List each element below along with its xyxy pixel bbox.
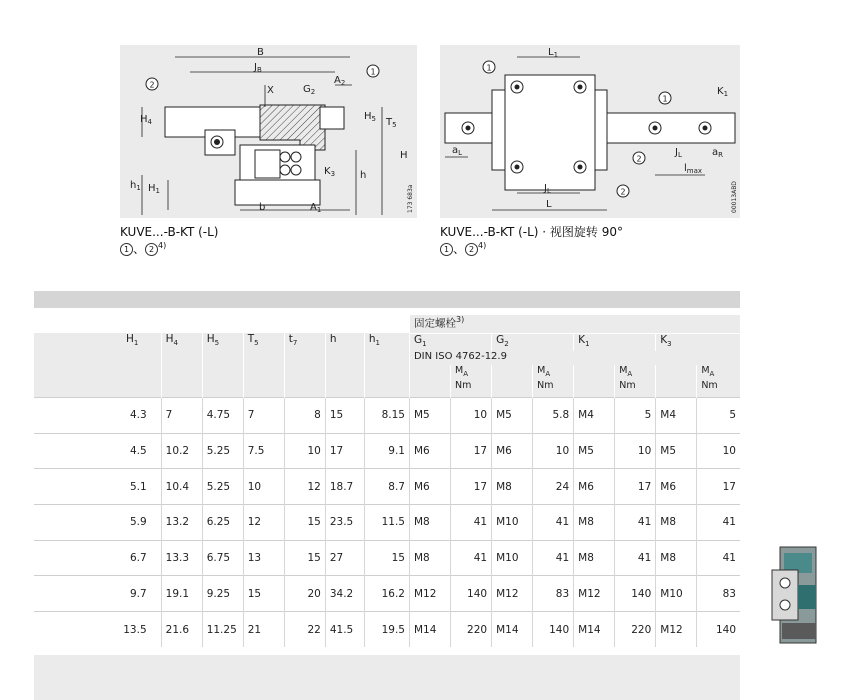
label-B: B — [257, 47, 264, 58]
table-cell: 41 — [615, 540, 656, 576]
col-K3: $K_3$ — [656, 333, 740, 351]
table-body — [34, 397, 740, 647]
carriage-section — [260, 105, 325, 150]
table-cell: M10 — [492, 540, 533, 576]
table-row — [34, 433, 740, 469]
label-lmax: $l_{max}$ — [684, 163, 703, 175]
col-K1: $K_1$ — [574, 333, 656, 351]
table-cell: M6 — [656, 469, 697, 505]
technical-drawing-front-view — [120, 45, 417, 218]
table-cell: M6 — [574, 469, 615, 505]
table-cell: 10 — [697, 433, 740, 469]
table-cell: 12 — [243, 504, 284, 540]
col-H1: $H_1$ — [126, 333, 139, 348]
table-cell: 34.2 — [325, 576, 364, 612]
callout-1b-label: 1 — [662, 94, 668, 104]
torque-header-K3: $M_A$ Nm — [697, 365, 740, 397]
table-row — [34, 540, 740, 576]
mount-block — [205, 130, 235, 155]
rail-hole-2-center — [653, 126, 658, 131]
table-cell: M10 — [492, 504, 533, 540]
table-group-header-row — [34, 315, 740, 333]
caption-left — [120, 225, 219, 256]
label-aL: $a_L$ — [452, 145, 463, 157]
table-cell: M6 — [492, 433, 533, 469]
table-cell: M12 — [656, 611, 697, 647]
col-G1: $G_1$ — [409, 333, 491, 351]
note-1-marker: 1 — [120, 243, 133, 256]
table-cell: 4.5 — [34, 433, 161, 469]
drawing-code: 173 683a — [407, 184, 414, 213]
table-cell: 19.1 — [161, 576, 202, 612]
end-cap — [320, 107, 344, 129]
torque-header-G1: $M_A$ Nm — [451, 365, 492, 397]
table-row — [34, 469, 740, 505]
table-cell: M8 — [409, 504, 450, 540]
table-cell: 13 — [243, 540, 284, 576]
table-cell: 83 — [697, 576, 740, 612]
callout-1a-label: 1 — [486, 63, 492, 73]
table-cell: 5 — [697, 397, 740, 433]
table-cell: 41 — [451, 540, 492, 576]
note-1-marker: 1 — [440, 243, 453, 256]
hole-tl-center — [515, 85, 520, 90]
table-cell: 23.5 — [325, 504, 364, 540]
rail-hole-1-center — [466, 126, 471, 131]
table-cell: 140 — [615, 576, 656, 612]
table-cell: 83 — [533, 576, 574, 612]
label-aR: $a_R$ — [712, 147, 724, 159]
table-cell: M12 — [574, 576, 615, 612]
table-cell: M5 — [574, 433, 615, 469]
table-cell: 13.2 — [161, 504, 202, 540]
table-cell: 17 — [325, 433, 364, 469]
table-cell: 5 — [615, 397, 656, 433]
label-JB: $J_B$ — [254, 62, 262, 74]
table-cell: 140 — [697, 611, 740, 647]
table-cell: 8 — [284, 397, 325, 433]
table-cell: M4 — [656, 397, 697, 433]
table-cell: 10.4 — [161, 469, 202, 505]
caption-left-title: KUVE...-B-KT (-L) — [120, 225, 219, 239]
callout-2-label: 2 — [149, 80, 155, 90]
col-T5: $T_5$ — [243, 333, 284, 351]
label-A2: $A_2$ — [334, 75, 346, 87]
ball-2 — [291, 152, 301, 162]
table-cell: 17 — [451, 469, 492, 505]
thumb-ball-2 — [780, 600, 790, 610]
table-row — [34, 504, 740, 540]
note-separator: 、 — [453, 242, 466, 256]
table-cell: 220 — [451, 611, 492, 647]
col-H5: $H_5$ — [202, 333, 243, 351]
callout-2a-label: 2 — [636, 154, 642, 164]
hole-bl-center — [515, 165, 520, 170]
rail-base — [235, 180, 320, 205]
col-h1: $h_1$ — [364, 333, 409, 351]
section-thumbnail-image — [762, 545, 822, 645]
table-cell: M14 — [409, 611, 450, 647]
table-cell: 21.6 — [161, 611, 202, 647]
torque-header-G2: $M_A$ Nm — [533, 365, 574, 397]
table-cell: 41 — [697, 504, 740, 540]
label-K3: $K_3$ — [324, 166, 336, 178]
table-cell: M8 — [574, 504, 615, 540]
table-cell: M8 — [656, 540, 697, 576]
table-cell: 21 — [243, 611, 284, 647]
dimension-table — [34, 315, 740, 647]
table-cell: 16.2 — [364, 576, 409, 612]
table-cell: 19.5 — [364, 611, 409, 647]
table-cell: 41 — [615, 504, 656, 540]
table-cell: 5.25 — [202, 433, 243, 469]
ball-1 — [280, 152, 290, 162]
table-cell: 9.7 — [34, 576, 161, 612]
table-cell: 8.15 — [364, 397, 409, 433]
hole-tr-center — [578, 85, 583, 90]
table-cell: 41 — [533, 504, 574, 540]
label-H4: $H_4$ — [140, 114, 152, 126]
table-cell: 6.25 — [202, 504, 243, 540]
table-cell: 41 — [451, 504, 492, 540]
table-cell: M12 — [409, 576, 450, 612]
table-cell: 41 — [697, 540, 740, 576]
table-row — [34, 576, 740, 612]
table-cell: 5.8 — [533, 397, 574, 433]
col-t7: $t_7$ — [284, 333, 325, 351]
table-cell: 15 — [364, 540, 409, 576]
table-cell: 17 — [615, 469, 656, 505]
table-cell: M5 — [409, 397, 450, 433]
table-cell: 10 — [451, 397, 492, 433]
caption-right-notes — [440, 239, 623, 256]
callout-1-label: 1 — [370, 67, 376, 77]
label-T5: $T_5$ — [386, 117, 397, 129]
table-cell: 12 — [284, 469, 325, 505]
label-h: h — [360, 170, 367, 181]
table-cell: M6 — [409, 433, 450, 469]
group-header-footnote: 3) — [455, 315, 465, 324]
blank-header-cell — [34, 315, 409, 333]
table-cell: 15 — [325, 397, 364, 433]
table-cell: 6.75 — [202, 540, 243, 576]
table-cell: 27 — [325, 540, 364, 576]
table-torque-row — [34, 365, 740, 397]
table-cell: 15 — [284, 504, 325, 540]
section-band — [34, 291, 740, 308]
table-cell: M14 — [492, 611, 533, 647]
note-separator: 、 — [133, 242, 146, 256]
label-L1: $L_1$ — [548, 47, 559, 59]
table-cell: M8 — [492, 469, 533, 505]
table-cell: 41.5 — [325, 611, 364, 647]
caption-left-notes — [120, 239, 219, 256]
table-cell: M8 — [656, 504, 697, 540]
bolt-head — [214, 139, 220, 145]
group-header-label: 固定螺栓 — [413, 317, 456, 330]
caption-right-title: KUVE...-B-KT (-L) · 视图旋转 90° — [440, 225, 624, 239]
table-cell: M5 — [492, 397, 533, 433]
table-cell: 10 — [243, 469, 284, 505]
table-cell: M14 — [574, 611, 615, 647]
rail-head — [255, 150, 280, 178]
label-h1: $h_1$ — [130, 180, 141, 192]
label-H1: $H_1$ — [148, 183, 160, 195]
thumb-base — [782, 623, 816, 639]
thumb-seal — [798, 585, 816, 609]
group-header-cell — [409, 315, 740, 333]
note-2-marker: 2 — [465, 243, 478, 256]
col-G2: $G_2$ — [492, 333, 574, 351]
label-b: b — [259, 202, 266, 213]
table-cell: M12 — [492, 576, 533, 612]
label-X: X — [267, 85, 274, 96]
ball-4 — [291, 165, 301, 175]
table-cell: 5.1 — [34, 469, 161, 505]
table-cell: 22 — [284, 611, 325, 647]
label-JL-carriage: $J_L$ — [544, 183, 551, 195]
drawing-code-right: 00013ABD — [731, 181, 738, 213]
table-cell: 10.2 — [161, 433, 202, 469]
thumb-ball-1 — [780, 578, 790, 588]
table-cell: 11.25 — [202, 611, 243, 647]
label-L: L — [546, 199, 552, 210]
front-view-svg — [120, 45, 417, 218]
label-H5: $H_5$ — [364, 111, 376, 123]
standard-label: DIN ISO 4762-12.9 — [409, 351, 740, 365]
table-cell: 7 — [161, 397, 202, 433]
table-cell: M8 — [409, 540, 450, 576]
table-cell: 10 — [284, 433, 325, 469]
table-cell: 220 — [615, 611, 656, 647]
table-cell: 6.7 — [34, 540, 161, 576]
table-cell: 18.7 — [325, 469, 364, 505]
table-header-row — [34, 333, 740, 351]
footer-band — [34, 655, 740, 700]
table-cell: 15 — [284, 540, 325, 576]
label-JL-rail: $J_L$ — [675, 147, 682, 159]
table-cell: M4 — [574, 397, 615, 433]
col-H4: $H_4$ — [161, 333, 202, 351]
table-row — [34, 397, 740, 433]
note-2-marker: 2 — [145, 243, 158, 256]
label-A1: $A_1$ — [310, 202, 322, 214]
table-cell: 8.7 — [364, 469, 409, 505]
table-cell: 13.3 — [161, 540, 202, 576]
hole-br-center — [578, 165, 583, 170]
table-cell: 20 — [284, 576, 325, 612]
table-cell: 5.25 — [202, 469, 243, 505]
table-cell: M5 — [656, 433, 697, 469]
label-H: H — [400, 150, 408, 161]
torque-header-K1: $M_A$ Nm — [615, 365, 656, 397]
table-cell: 11.5 — [364, 504, 409, 540]
table-cell: 41 — [533, 540, 574, 576]
table-cell: 13.5 — [34, 611, 161, 647]
table-cell: 10 — [615, 433, 656, 469]
table-cell: 140 — [533, 611, 574, 647]
table-cell: M6 — [409, 469, 450, 505]
top-view-svg — [440, 45, 740, 218]
caption-right — [440, 225, 623, 256]
table-cell: 24 — [533, 469, 574, 505]
table-row — [34, 611, 740, 647]
table-cell: 15 — [243, 576, 284, 612]
footnote-ref: 4) — [158, 241, 167, 250]
table-cell: 9.1 — [364, 433, 409, 469]
label-K1: $K_1$ — [717, 86, 729, 98]
table-cell: 9.25 — [202, 576, 243, 612]
table-cell: 140 — [451, 576, 492, 612]
table-cell: 10 — [533, 433, 574, 469]
table-cell: M8 — [574, 540, 615, 576]
table-cell: 4.75 — [202, 397, 243, 433]
callout-2b-label: 2 — [620, 187, 626, 197]
technical-drawing-top-view — [440, 45, 740, 218]
table-cell: 4.3 — [34, 397, 161, 433]
label-G2: $G_2$ — [303, 84, 316, 96]
table-cell: M10 — [656, 576, 697, 612]
rail-hole-3-center — [703, 126, 708, 131]
footnote-ref: 4) — [478, 241, 487, 250]
table-cell: 5.9 — [34, 504, 161, 540]
table-cell: 7 — [243, 397, 284, 433]
ball-3 — [280, 165, 290, 175]
table-cell: 17 — [451, 433, 492, 469]
table-standard-row — [34, 351, 740, 365]
col-h: h — [325, 333, 364, 351]
table-cell: 17 — [697, 469, 740, 505]
table-cell: 7.5 — [243, 433, 284, 469]
